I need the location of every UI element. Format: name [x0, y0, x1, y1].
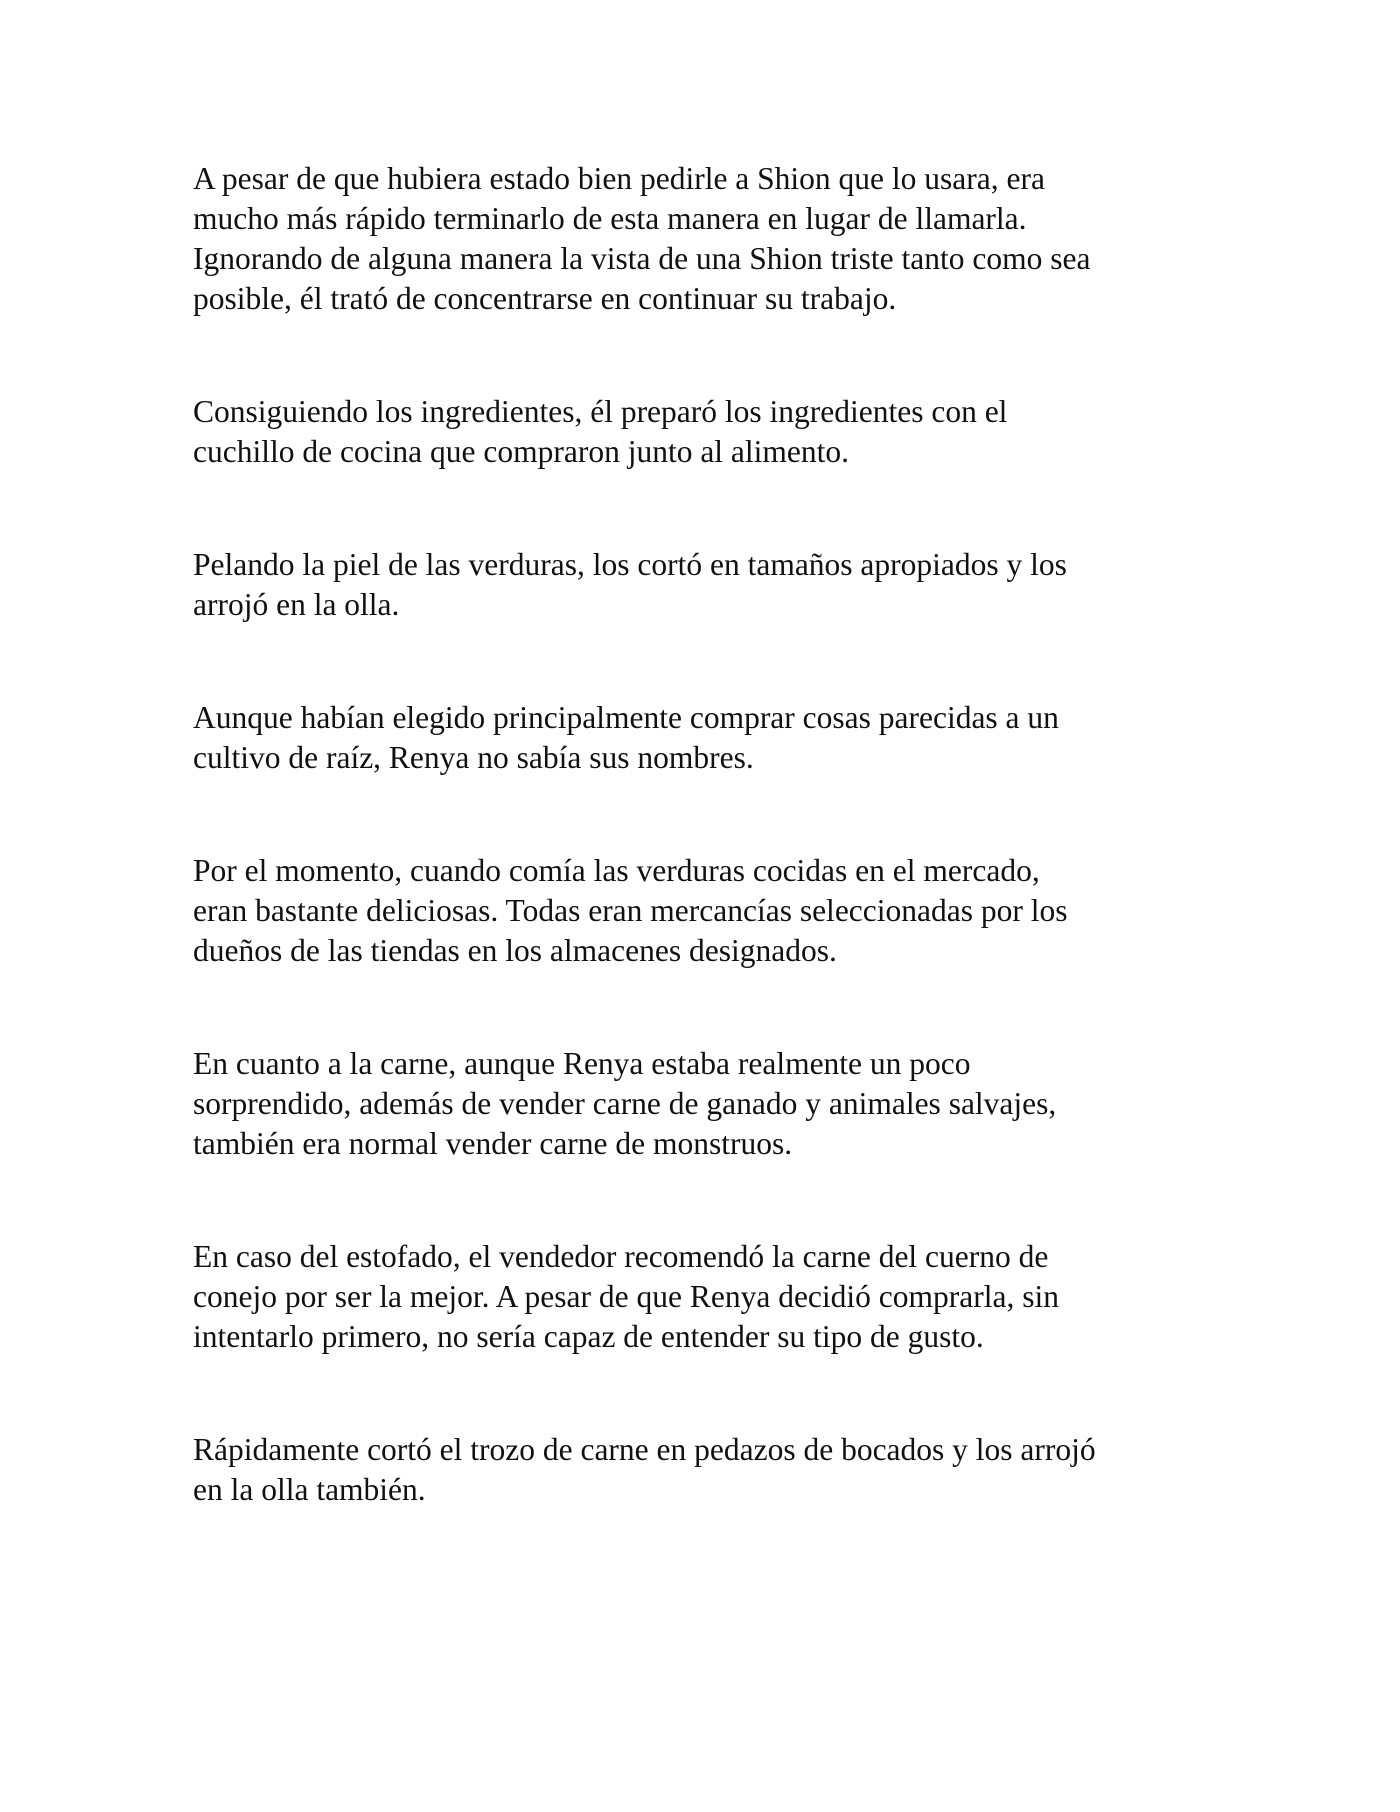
text-line: conejo por ser la mejor. A pesar de que Renya decidió comprarla, sin [193, 1279, 1059, 1314]
text-line: posible, él trató de concentrarse en continuar su trabajo. [193, 281, 897, 316]
text-line: en la olla también. [193, 1472, 426, 1507]
text-line: también era normal vender carne de monstruos. [193, 1126, 793, 1161]
text-line: mucho más rápido terminarlo de esta manera en lugar de llamarla. [193, 201, 1027, 236]
text-line: sorprendido, además de vender carne de ganado y animales salvajes, [193, 1086, 1057, 1121]
paragraph-4 [193, 698, 1223, 778]
text-line: cultivo de raíz, Renya no sabía sus nombres. [193, 740, 754, 775]
paragraph-2 [193, 392, 1223, 472]
text-line: Aunque habían elegido principalmente comprar cosas parecidas a un [193, 700, 1059, 735]
paragraph-5 [193, 851, 1223, 971]
text-line: eran bastante deliciosas. Todas eran mercancías seleccionadas por los [193, 893, 1068, 928]
text-line: cuchillo de cocina que compraron junto al alimento. [193, 434, 850, 469]
paragraph-3 [193, 545, 1223, 625]
text-line: Ignorando de alguna manera la vista de una Shion triste tanto como sea [193, 241, 1091, 276]
text-line: dueños de las tiendas en los almacenes designados. [193, 933, 837, 968]
paragraph-6 [193, 1044, 1223, 1164]
text-line: A pesar de que hubiera estado bien pedirle a Shion que lo usara, era [193, 161, 1045, 196]
text-line: En caso del estofado, el vendedor recomendó la carne del cuerno de [193, 1239, 1049, 1274]
text-line: En cuanto a la carne, aunque Renya estaba realmente un poco [193, 1046, 971, 1081]
text-line: intentarlo primero, no sería capaz de entender su tipo de gusto. [193, 1319, 984, 1354]
text-line: Por el momento, cuando comía las verduras cocidas en el mercado, [193, 853, 1040, 888]
text-line: arrojó en la olla. [193, 587, 400, 622]
text-line: Consiguiendo los ingredientes, él preparó los ingredientes con el [193, 394, 1008, 429]
text-line: Pelando la piel de las verduras, los cortó en tamaños apropiados y los [193, 547, 1067, 582]
text-line: Rápidamente cortó el trozo de carne en pedazos de bocados y los arrojó [193, 1432, 1096, 1467]
paragraph-7 [193, 1237, 1223, 1357]
document-body [193, 159, 1223, 1583]
paragraph-8 [193, 1430, 1223, 1510]
paragraph-1 [193, 159, 1223, 319]
